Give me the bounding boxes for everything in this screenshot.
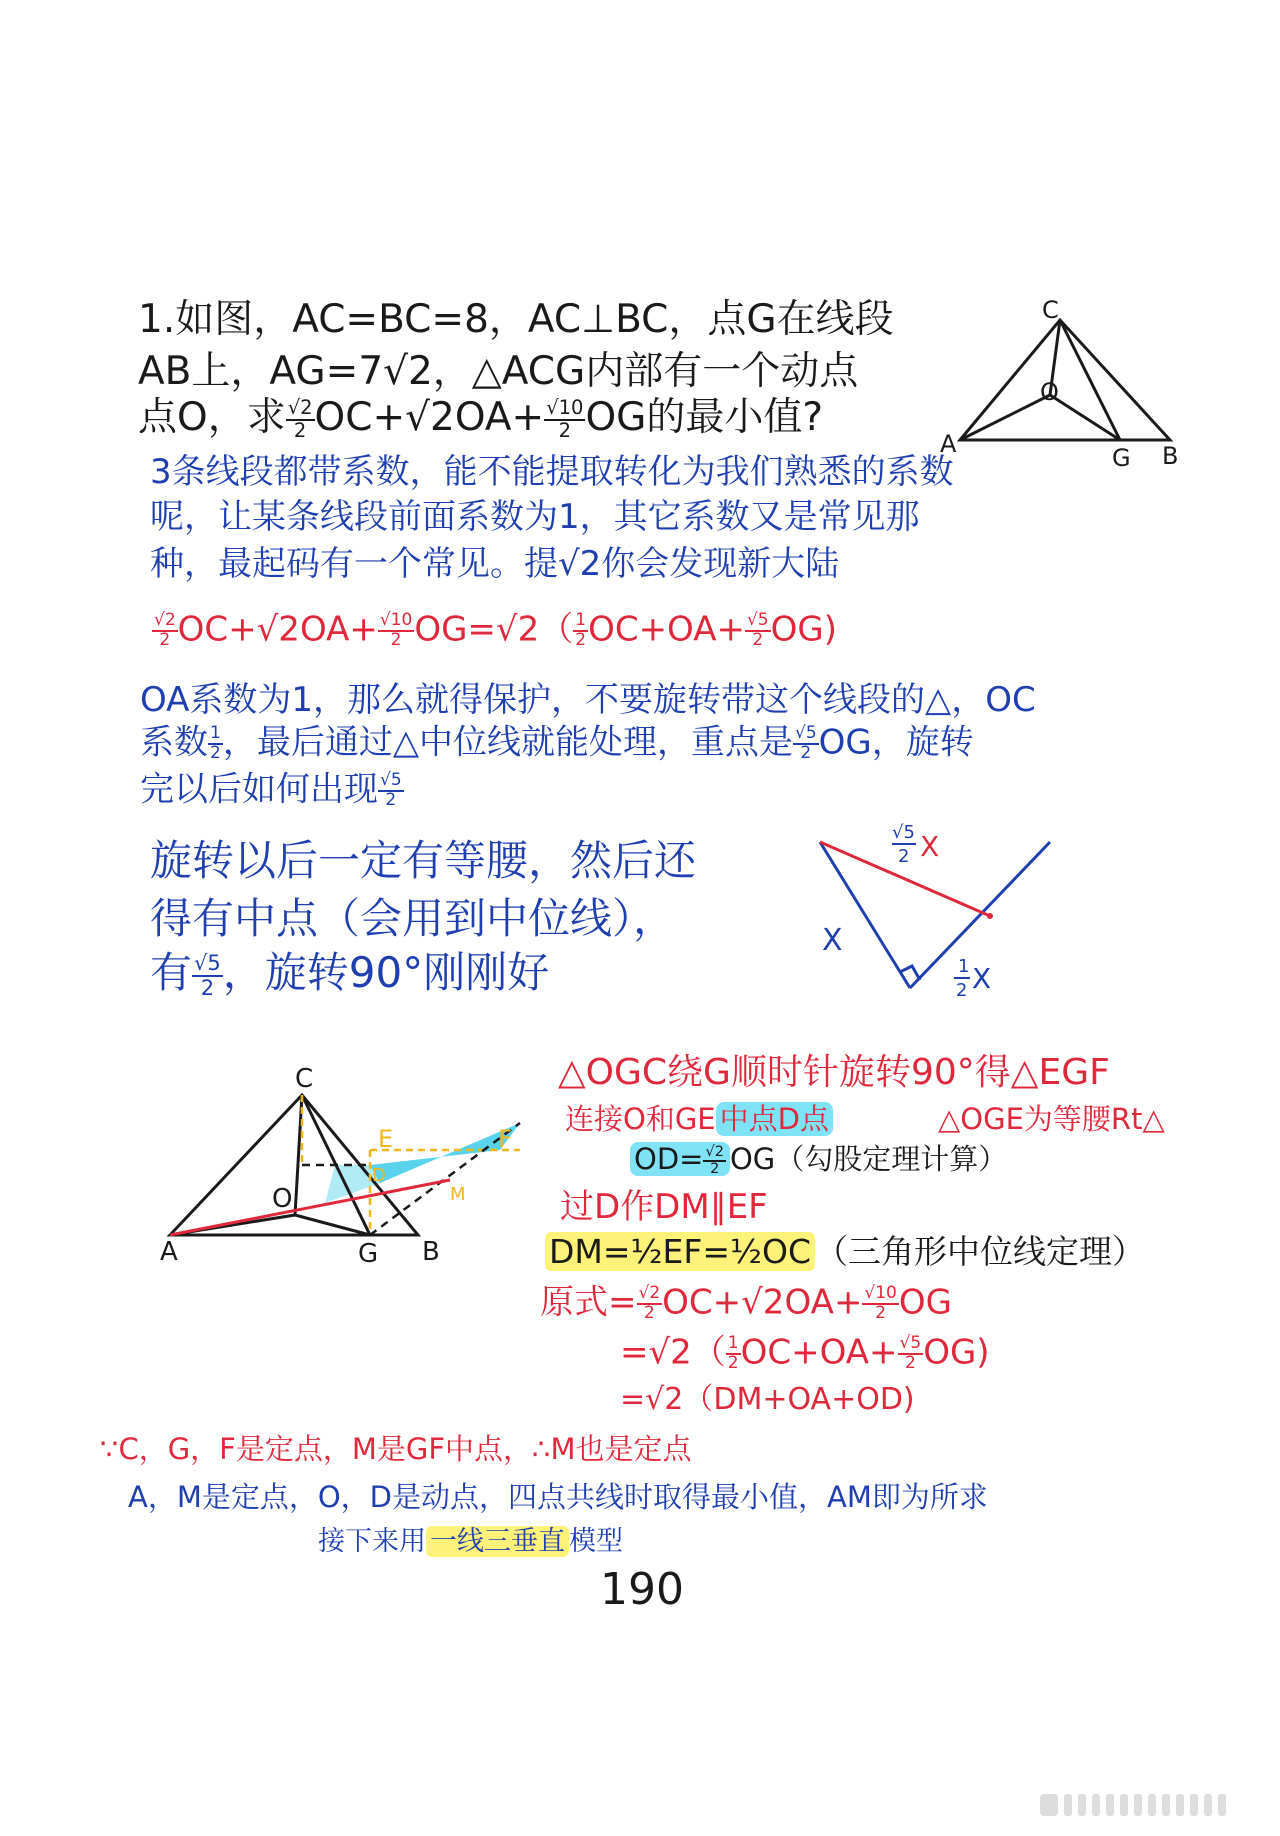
svg-text:2: 2 (898, 846, 910, 867)
fig3-label-d: D (372, 1165, 386, 1186)
para2-line-3: 完以后如何出现 $\frac{√5}{2}$ (140, 769, 402, 810)
fig1-label-o: O (1040, 378, 1059, 406)
problem-line-2: AB上，AG=7√2，△ACG内部有一个动点 (138, 349, 859, 394)
fig2-label-half (954, 956, 991, 1001)
fig3-label-m: M (450, 1184, 466, 1205)
fig3-label-g: G (358, 1239, 379, 1269)
figure-rotation-ratio (800, 820, 1060, 1010)
formula-extract-sqrt2: $\frac{√2}{2}$ OC+√2OA+ $\frac{√10}{2}$ OG=√2（ $\frac{1}{2}$ OC+OA+ $\frac{√5}{2}$ OG) (154, 609, 837, 650)
solution-step-3: OD= $\frac{√2}{2}$ OG（勾股定理计算） (630, 1145, 1007, 1177)
solution-step-5: DM=½EF=½OC （三角形中位线定理） (545, 1235, 1145, 1268)
svg-text:X: X (972, 962, 992, 995)
fig3-label-o: O (272, 1184, 293, 1214)
highlight-model: 一线三垂直 (426, 1526, 569, 1557)
fig2-label-x: X (822, 923, 843, 958)
highlight-midpoint-d: 中点D点 (716, 1102, 833, 1136)
para3-line-2: 得有中点（会用到中位线）， (150, 894, 676, 943)
fig3-label-a: A (160, 1237, 178, 1267)
solution-step-2: 连接O和GE 中点D点 (565, 1105, 833, 1134)
solution-step-1: △OGC绕G顺时针旋转90°得△EGF (558, 1052, 1110, 1093)
para3-line-3: 有 $\frac{√5}{2}$ ，旋转90°刚刚好 (150, 948, 550, 1000)
fig1-label-g: G (1112, 444, 1131, 472)
problem-line-1: 1.如图，AC=BC=8，AC⊥BC，点G在线段 (138, 297, 894, 342)
fig2-label-hyp (892, 822, 939, 867)
solution-step-8: =√2（DM+OA+OD) (620, 1382, 915, 1417)
solution-step-4: 过D作DM∥EF (560, 1187, 768, 1227)
para2-line-1: OA系数为1，那么就得保护，不要旋转带这个线段的△，OC (140, 680, 1036, 720)
para3-line-1: 旋转以后一定有等腰，然后还 (150, 836, 697, 885)
solution-step-2-right: △OGE为等腰Rt△ (938, 1102, 1165, 1136)
fig3-label-b: B (422, 1237, 440, 1267)
svg-text:√5: √5 (892, 822, 915, 843)
coef-sqrt2-over-2: $\frac{√2}{2}$ (287, 396, 313, 442)
analysis-line-1: 3条线段都带系数，能不能提取转化为我们熟悉的系数 (150, 452, 954, 492)
solution-step-6: 原式= $\frac{√2}{2}$ OC+√2OA+ $\frac{√10}{2}$ OG (540, 1282, 952, 1323)
fig3-label-c: C (295, 1064, 314, 1094)
svg-text:1: 1 (958, 956, 970, 977)
triangle-outline (960, 320, 1170, 440)
fig3-label-e: E (378, 1125, 394, 1153)
footer-bars-decoration (1040, 1790, 1250, 1820)
conclusion-line-3: 接下来用 一线三垂直 模型 (318, 1526, 623, 1557)
analysis-line-2: 呢，让某条线段前面系数为1，其它系数又是常见那 (150, 497, 920, 537)
conclusion-line-2: A，M是定点，O，D是动点，四点共线时取得最小值，AM即为所求 (128, 1480, 988, 1514)
analysis-line-3: 种，最起码有一个常见。提√2你会发现新大陆 (150, 544, 840, 584)
solution-step-7: =√2（ $\frac{1}{2}$ OC+OA+ $\frac{√5}{2}$ OG) (620, 1332, 990, 1373)
para2-line-2: 系数 $\frac{1}{2}$ ，最后通过△中位线就能处理，重点是 $\frac{√5}{2}$ OG，旋转 (140, 722, 974, 763)
svg-text:2: 2 (956, 980, 968, 1001)
problem-line-3: 点O，求 $\frac{√2}{2}$ OC+√2OA+ $\frac{√10}{2}$ OG的最小值? (138, 395, 824, 442)
highlight-dm-ef: DM=½EF=½OC (545, 1232, 815, 1271)
fig1-label-c: C (1042, 296, 1059, 324)
svg-text:X: X (920, 830, 940, 863)
coef-sqrt10-over-2: $\frac{√10}{2}$ (546, 396, 584, 442)
fig3-label-f: F (498, 1125, 512, 1153)
page-number: 190 (600, 1564, 684, 1615)
fig1-label-a: A (940, 430, 957, 458)
conclusion-line-1: ∵C，G，F是定点，M是GF中点，∴M也是定点 (100, 1432, 692, 1466)
figure-construction (160, 1055, 560, 1275)
figure-triangle-acb (940, 296, 1180, 472)
fig1-label-b: B (1162, 442, 1179, 470)
